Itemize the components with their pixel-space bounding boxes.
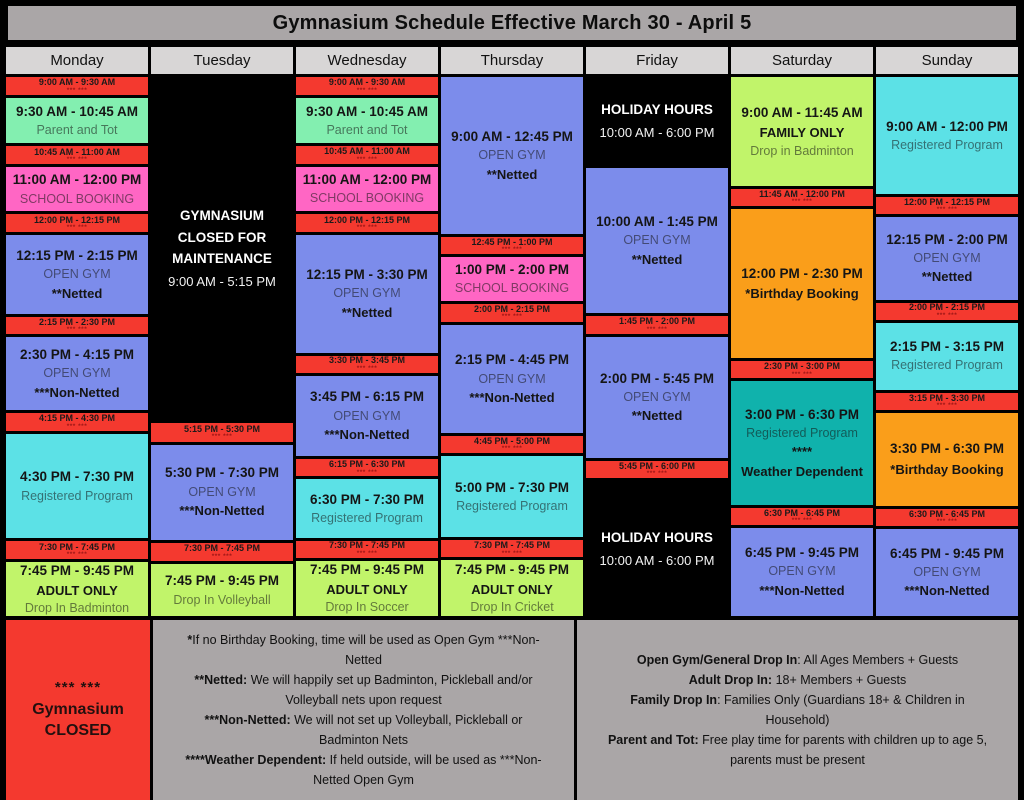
transition-strip (6, 146, 148, 164)
schedule-block (586, 337, 728, 458)
transition-strip (296, 214, 438, 232)
schedule-block (876, 217, 1018, 300)
time-range: 9:00 AM - 12:00 PM (886, 118, 1008, 134)
transition-strip (876, 197, 1018, 214)
time-range: 7:45 PM - 9:45 PM (164, 573, 280, 589)
activity-label: Registered Program (746, 425, 858, 440)
note-line (597, 690, 998, 730)
activity-label: OPEN GYM (188, 484, 256, 499)
note-text: We will happily set up Badminton, Pickleball and/or Volleyball nets upon request (247, 673, 533, 707)
schedule-block (6, 562, 148, 616)
transition-time: 5:15 PM - 5:30 PM (183, 423, 261, 434)
transition-strip (151, 423, 293, 442)
closure-marker: *** *** (66, 155, 88, 163)
day-blocks (6, 77, 148, 616)
transition-time: 1:45 PM - 2:00 PM (618, 316, 696, 327)
schedule-block (876, 323, 1018, 390)
transition-strip (6, 541, 148, 559)
activity-note: ***Non-Netted (904, 583, 990, 599)
day-blocks (731, 77, 873, 616)
activity-note: **Netted (486, 166, 538, 182)
time-range: 5:00 PM - 7:30 PM (454, 479, 570, 495)
activity-note: ADULT ONLY (471, 581, 553, 597)
schedule-block (441, 325, 583, 433)
time-range: 2:00 PM - 5:45 PM (599, 370, 715, 386)
note-term: ****Weather Dependent: (185, 753, 327, 767)
note-line (173, 630, 554, 670)
schedule-block (6, 167, 148, 211)
block-title: GYMNASIUM CLOSED FOR MAINTENANCE (172, 208, 272, 267)
transition-time: 7:30 PM - 7:45 PM (473, 540, 551, 551)
note-text: : All Ages Members + Guests (797, 653, 959, 667)
note-term: Adult Drop In: (688, 673, 773, 687)
time-range: 12:15 PM - 3:30 PM (306, 267, 428, 283)
activity-note: ***Non-Netted (179, 503, 265, 519)
transition-strip (296, 77, 438, 95)
activity-note: **Netted (51, 285, 103, 301)
activity-label: SCHOOL BOOKING (454, 281, 570, 296)
transition-time: 11:45 AM - 12:00 PM (759, 188, 845, 199)
day-column-sunday (876, 47, 1018, 616)
note-text: We will not set up Volleyball, Pickleball or Badminton Nets (290, 713, 523, 747)
closure-marker: *** *** (66, 551, 88, 559)
schedule-block (731, 381, 873, 504)
legend-footer (6, 620, 1018, 787)
activity-label: SCHOOL BOOKING (19, 191, 135, 206)
activity-label: Registered Program (456, 499, 568, 514)
transition-time: 12:00 PM - 12:15 PM (323, 214, 411, 225)
closure-marker: *** *** (211, 432, 233, 440)
closed-legend-label: CLOSED (44, 721, 112, 739)
day-blocks (586, 77, 728, 616)
closure-marker: *** *** (936, 517, 958, 525)
day-header: Thursday (441, 47, 583, 74)
transition-time: 6:30 PM - 6:45 PM (908, 508, 986, 519)
block-time: 9:00 AM - 5:15 PM (168, 273, 276, 289)
schedule-block (731, 209, 873, 359)
schedule-block (296, 167, 438, 211)
activity-note: **Netted (341, 304, 393, 320)
note-line (173, 750, 554, 790)
transition-time: 3:15 PM - 3:30 PM (908, 392, 986, 403)
schedule-block (151, 77, 293, 420)
time-range: 3:45 PM - 6:15 PM (309, 389, 425, 405)
activity-label: OPEN GYM (43, 267, 111, 282)
activity-label: OPEN GYM (913, 564, 981, 579)
note-text: : Families Only (Guardians 18+ & Children in Household) (717, 693, 965, 727)
closure-marker: *** *** (66, 224, 88, 232)
time-range: 5:30 PM - 7:30 PM (164, 465, 280, 481)
note-line (597, 730, 998, 770)
transition-time: 2:00 PM - 2:15 PM (473, 304, 551, 315)
day-column-friday (586, 47, 728, 616)
time-range: 1:00 PM - 2:00 PM (454, 262, 570, 278)
activity-label: Drop In Cricket (470, 600, 554, 615)
day-header: Tuesday (151, 47, 293, 74)
transition-strip (586, 316, 728, 334)
transition-time: 2:30 PM - 3:00 PM (763, 361, 841, 372)
schedule-block (731, 77, 873, 186)
activity-note: ADULT ONLY (326, 581, 408, 597)
schedule-block (151, 445, 293, 540)
closure-marker: *** *** (936, 311, 958, 319)
activity-note: ***Non-Netted (469, 390, 555, 405)
asterisk-notes-panel (153, 620, 574, 800)
activity-note: *Birthday Booking (890, 461, 1004, 477)
activity-label: Drop in Badminton (750, 143, 854, 158)
activity-label: Drop In Soccer (325, 600, 409, 615)
transition-strip (441, 436, 583, 453)
schedule-block (586, 481, 728, 616)
transition-strip (876, 509, 1018, 526)
transition-strip (876, 303, 1018, 320)
note-line (173, 710, 554, 750)
time-range: 12:15 PM - 2:15 PM (16, 247, 138, 263)
time-range: 9:30 AM - 10:45 AM (15, 103, 139, 119)
transition-strip (151, 543, 293, 562)
transition-strip (6, 214, 148, 232)
transition-strip (441, 237, 583, 254)
closure-marker: *** *** (936, 206, 958, 214)
transition-time: 2:15 PM - 2:30 PM (38, 316, 116, 327)
transition-time: 7:30 PM - 7:45 PM (328, 540, 406, 551)
activity-label: Registered Program (891, 358, 1003, 373)
closed-legend-label: Gymnasium (32, 700, 124, 718)
closure-marker: *** *** (356, 549, 378, 557)
closure-marker: *** *** (791, 370, 813, 378)
time-range: 6:30 PM - 7:30 PM (309, 491, 425, 507)
schedule-grid (6, 47, 1018, 616)
schedule-block (6, 434, 148, 538)
time-range: 3:00 PM - 6:30 PM (744, 406, 860, 422)
schedule-block (876, 413, 1018, 506)
note-term: Open Gym/General Drop In (636, 653, 798, 667)
activity-note: **Netted (631, 408, 683, 424)
transition-strip (586, 461, 728, 479)
transition-time: 10:45 AM - 11:00 AM (324, 146, 410, 157)
note-term: **Netted: (194, 673, 248, 687)
closure-marker: *** *** (501, 445, 523, 453)
schedule-block (6, 235, 148, 313)
transition-strip (441, 540, 583, 557)
activity-note: ***Non-Netted (324, 427, 410, 442)
activity-label: Drop In Volleyball (173, 592, 271, 607)
time-range: 9:00 AM - 12:45 PM (451, 128, 573, 144)
transition-time: 12:00 PM - 12:15 PM (33, 214, 121, 225)
block-time: 10:00 AM - 6:00 PM (599, 124, 715, 140)
day-blocks (151, 77, 293, 616)
closure-marker: *** *** (66, 326, 88, 334)
time-range: 9:30 AM - 10:45 AM (305, 103, 429, 119)
closure-marker: *** *** (66, 422, 88, 430)
note-text: If no Birthday Booking, time will be used as Open Gym ***Non-Netted (192, 633, 540, 667)
activity-note: **Netted (631, 251, 683, 267)
activity-label: OPEN GYM (333, 286, 401, 301)
activity-note: **** (791, 444, 813, 460)
activity-label: OPEN GYM (623, 389, 691, 404)
closure-marker: *** *** (791, 198, 813, 206)
schedule-block (731, 528, 873, 616)
activity-note: *Birthday Booking (745, 285, 859, 301)
day-blocks (441, 77, 583, 616)
transition-time: 7:30 PM - 7:45 PM (38, 541, 116, 552)
activity-label: OPEN GYM (478, 148, 546, 163)
time-range: 2:15 PM - 4:45 PM (454, 352, 570, 368)
activity-note: ***Non-Netted (34, 384, 120, 400)
closure-marker: *** *** (356, 155, 378, 163)
transition-time: 6:15 PM - 6:30 PM (328, 459, 406, 470)
transition-time: 2:00 PM - 2:15 PM (908, 302, 986, 313)
activity-label: OPEN GYM (913, 250, 981, 265)
schedule-block (296, 376, 438, 457)
page-title: Gymnasium Schedule Effective March 30 - April 5 (6, 4, 1018, 42)
schedule-block (6, 337, 148, 409)
transition-time: 10:45 AM - 11:00 AM (34, 146, 120, 157)
transition-strip (731, 508, 873, 525)
time-range: 4:30 PM - 7:30 PM (19, 469, 135, 485)
transition-time: 4:45 PM - 5:00 PM (473, 435, 551, 446)
day-column-thursday (441, 47, 583, 616)
transition-strip (731, 361, 873, 378)
transition-strip (876, 393, 1018, 410)
time-range: 9:00 AM - 11:45 AM (741, 104, 863, 120)
time-range: 6:45 PM - 9:45 PM (889, 545, 1005, 561)
closure-marker: *** *** (356, 223, 378, 231)
transition-strip (6, 317, 148, 335)
closure-marker: *** *** (646, 470, 668, 478)
activity-note: ADULT ONLY (36, 582, 118, 598)
activity-label: OPEN GYM (478, 371, 546, 386)
schedule-block (586, 168, 728, 313)
dropin-definitions-panel (577, 620, 1018, 800)
block-title: HOLIDAY HOURS (601, 530, 713, 546)
closure-marker: *** *** (54, 679, 102, 697)
activity-label: Registered Program (21, 488, 133, 503)
note-term: * (187, 633, 193, 647)
note-term: ***Non-Netted: (204, 713, 291, 727)
transition-time: 3:30 PM - 3:45 PM (328, 355, 406, 366)
transition-time: 4:15 PM - 4:30 PM (38, 413, 116, 424)
schedule-block (441, 77, 583, 234)
schedule-block (6, 98, 148, 143)
schedule-block (296, 561, 438, 616)
activity-note: Weather Dependent (741, 463, 863, 479)
transition-strip (6, 77, 148, 95)
transition-strip (296, 541, 438, 558)
schedule-block (586, 77, 728, 165)
transition-strip (6, 413, 148, 431)
time-range: 2:15 PM - 3:15 PM (889, 339, 1005, 355)
closure-marker: *** *** (66, 86, 88, 94)
day-header: Friday (586, 47, 728, 74)
time-range: 2:30 PM - 4:15 PM (19, 347, 135, 363)
day-header: Saturday (731, 47, 873, 74)
day-blocks (296, 77, 438, 616)
note-line (689, 670, 906, 690)
transition-time: 5:45 PM - 6:00 PM (618, 461, 696, 472)
note-text: Free play time for parents with children up to age 5, parents must be present (698, 733, 988, 767)
transition-time: 9:00 AM - 9:30 AM (38, 77, 116, 88)
transition-time: 7:30 PM - 7:45 PM (183, 543, 261, 554)
activity-note: **Netted (921, 269, 973, 285)
schedule-block (296, 479, 438, 537)
day-column-tuesday (151, 47, 293, 616)
time-range: 11:00 AM - 12:00 PM (302, 172, 432, 188)
schedule-block (441, 456, 583, 537)
closure-marker: *** *** (501, 313, 523, 321)
time-range: 11:00 AM - 12:00 PM (12, 172, 142, 188)
transition-time: 12:00 PM - 12:15 PM (903, 197, 991, 207)
activity-label: Parent and Tot (326, 122, 408, 137)
note-text: 18+ Members + Guests (772, 673, 907, 687)
day-blocks (876, 77, 1018, 616)
transition-time: 6:30 PM - 6:45 PM (763, 507, 841, 518)
day-header: Monday (6, 47, 148, 74)
closure-marker: *** *** (356, 364, 378, 372)
closure-marker: *** *** (646, 325, 668, 333)
note-line (173, 670, 554, 710)
note-term: Family Drop In (630, 693, 718, 707)
time-range: 7:45 PM - 9:45 PM (454, 561, 570, 577)
note-text: If held outside, will be used as ***Non-Netted Open Gym (313, 753, 542, 787)
activity-label: OPEN GYM (43, 366, 111, 381)
schedule-block (876, 529, 1018, 616)
closure-marker: *** *** (936, 401, 958, 409)
time-range: 10:00 AM - 1:45 PM (596, 213, 718, 229)
closure-marker: *** *** (501, 549, 523, 557)
schedule-block (296, 98, 438, 143)
activity-label: Parent and Tot (36, 122, 118, 137)
activity-note: FAMILY ONLY (759, 125, 845, 140)
activity-label: Registered Program (311, 510, 423, 525)
activity-note: ***Non-Netted (759, 582, 845, 598)
transition-time: 12:45 PM - 1:00 PM (471, 237, 553, 248)
activity-label: Registered Program (891, 137, 1003, 152)
block-title: HOLIDAY HOURS (601, 102, 713, 118)
transition-strip (296, 356, 438, 373)
day-column-saturday (731, 47, 873, 616)
transition-time: 9:00 AM - 9:30 AM (328, 77, 406, 88)
activity-label: SCHOOL BOOKING (309, 191, 425, 206)
transition-strip (296, 146, 438, 164)
schedule-block (151, 564, 293, 616)
activity-label: OPEN GYM (333, 408, 401, 423)
closure-marker: *** *** (211, 552, 233, 560)
schedule-block (296, 235, 438, 352)
time-range: 7:45 PM - 9:45 PM (309, 561, 425, 577)
schedule-block (441, 560, 583, 616)
activity-label: OPEN GYM (623, 233, 691, 248)
schedule-block (441, 257, 583, 300)
day-column-monday (6, 47, 148, 616)
time-range: 3:30 PM - 6:30 PM (889, 441, 1005, 457)
closure-marker: *** *** (356, 86, 378, 94)
note-line (637, 650, 958, 670)
activity-label: OPEN GYM (768, 564, 836, 579)
day-column-wednesday (296, 47, 438, 616)
time-range: 6:45 PM - 9:45 PM (744, 545, 860, 561)
day-header: Sunday (876, 47, 1018, 74)
time-range: 12:15 PM - 2:00 PM (886, 231, 1008, 247)
closure-marker: *** *** (356, 468, 378, 476)
transition-strip (441, 304, 583, 322)
closed-legend (6, 620, 150, 800)
closure-marker: *** *** (501, 246, 523, 254)
transition-strip (296, 459, 438, 476)
transition-strip (731, 189, 873, 206)
time-range: 12:00 PM - 2:30 PM (741, 265, 863, 281)
activity-label: Drop In Badminton (24, 601, 130, 616)
day-header: Wednesday (296, 47, 438, 74)
note-term: Parent and Tot: (607, 733, 699, 747)
time-range: 7:45 PM - 9:45 PM (19, 562, 135, 578)
schedule-block (876, 77, 1018, 194)
block-time: 10:00 AM - 6:00 PM (599, 552, 715, 568)
closure-marker: *** *** (791, 516, 813, 524)
